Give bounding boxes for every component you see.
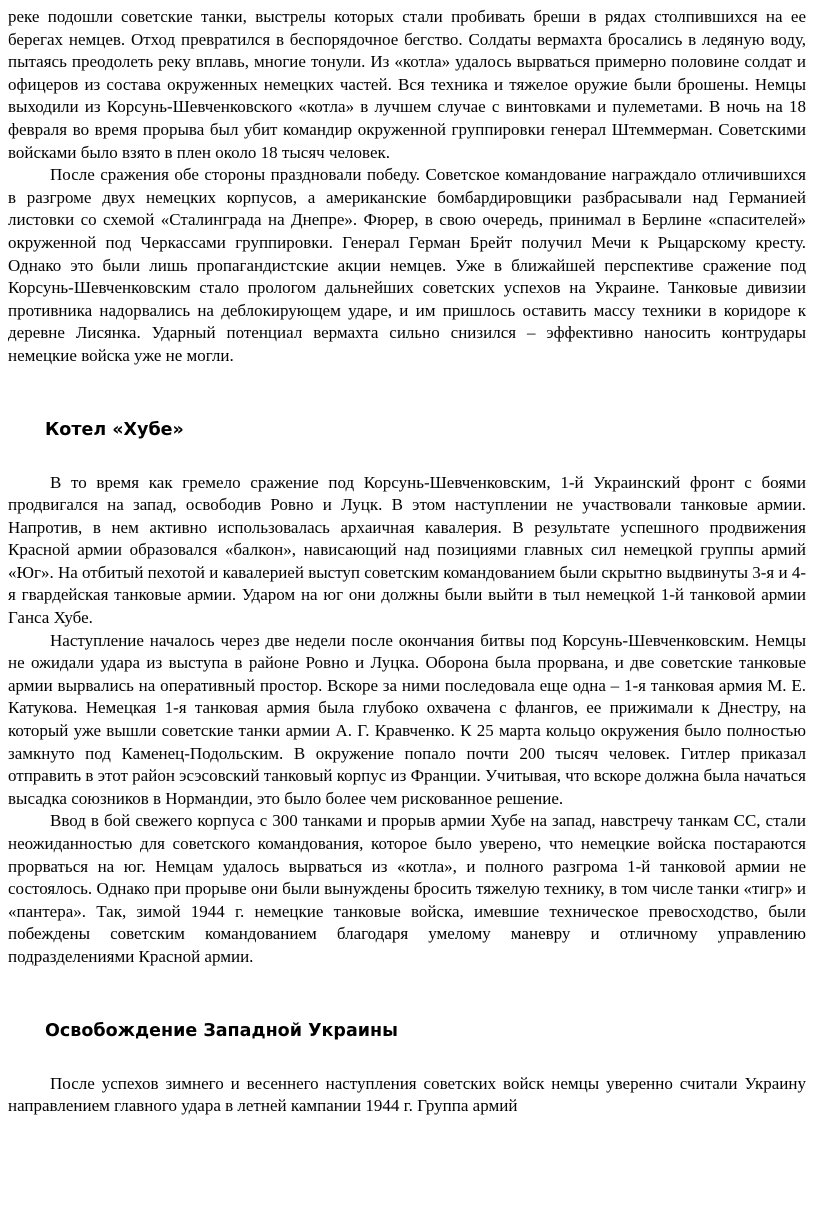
section-heading-western-ukraine: Освобождение Западной Украины [45, 1020, 398, 1041]
section-heading-khube-pocket: Котел «Хубе» [45, 419, 184, 440]
paragraph: В то время как гремело сражение под Корсунь-Шевченковским, 1-й Украинский фронт с боями продвигался на запад, освободив Ровно и Луцк. В этом наступлении не участвовали танковые армии. Напротив, в нем активно использовалась архаичная кавалерия. В результате успешного продвижения Красной армии образовался «балкон», нависающий над позициями главных сил немецкой группы армий «Юг». На отбитый пехотой и кавалерией выступ советским командованием были скрытно выдвинуты 3-я и 4-я гвардейская танковые армии. Ударом на юг они должны были выйти в тыл немецкой 1-й танковой армии Ганса Хубе. [8, 472, 806, 628]
spacer [8, 969, 806, 1019]
paragraph: Ввод в бой свежего корпуса с 300 танками и прорыв армии Хубе на запад, навстречу танкам СС, стали неожиданностью для советского командования, которое было уверено, что немецкие войска постараются прорваться на юг. Немцам удалось вырваться из «котла», и полного разгрома 1-й танковой армии не состоялось. Однако при прорыве они были вынуждены бросить тяжелую технику, в том числе танки «тигр» и «пантера». Так, зимой 1944 г. немецкие танковые войска, имевшие техническое превосходство, были побеждены советским командованием благодаря умелому маневру и отличному управлению подразделениями Красной армии. [8, 811, 806, 966]
spacer [8, 368, 806, 418]
document-body [8, 6, 806, 1118]
paragraph: Наступление началось через две недели после окончания битвы под Корсунь-Шевченковским. Немцы не ожидали удара из выступа в районе Ровно и Луцка. Оборона была прорвана, и две советские танковые армии вырвались на оперативный простор. Вскоре за ними последовала еще одна – 1-я танковая армия М. Е. Катукова. Немецкая 1-я танковая армия была глубоко охвачена с флангов, ее прижимали к Днестру, на который уже вышли советские танки армии А. Г. Кравченко. К 25 марта кольцо окружения было полностью замкнуто под Каменец-Подольским. В окружение попало почти 200 тысяч человек. Гитлер приказал отправить в этот район эсэсовский танковый корпус из Франции. Учитывая, что вскоре должна была начаться высадка союзников в Нормандии, это было более чем рискованное решение. [8, 630, 806, 808]
spacer [8, 442, 806, 472]
paragraph: После сражения обе стороны праздновали победу. Советское командование награждало отличившихся в разгроме двух немецких корпусов, а американские бомбардировщики разбрасывали над Германией листовки со схемой «Сталинграда на Днепре». Фюрер, в свою очередь, принимал в Берлине «спасителей» окруженной под Черкассами группировки. Генерал Герман Брейт получил Мечи к Рыцарскому кресту. Однако это были лишь пропагандистские акции немцев. Уже в ближайшей перспективе сражение под Корсунь-Шевченковским стало прологом дальнейших советских успехов на Украине. Танковые дивизии противника надорвались на деблокирующем ударе, и им пришлось оставить массу техники в коридоре к деревне Лисянка. Ударный потенциал вермахта сильно снизился – эффективно наносить контрудары немецкие войска уже не могли. [8, 165, 806, 365]
paragraph: После успехов зимнего и весеннего наступления советских войск немцы уверенно считали Украину направлением главного удара в летней кампании 1944 г. Группа армий [8, 1073, 806, 1116]
paragraph: реке подошли советские танки, выстрелы которых стали пробивать бреши в рядах столпившихся на ее берегах немцев. Отход превратился в беспорядочное бегство. Солдаты вермахта бросались в ледяную воду, пытаясь преодолеть реку вплавь, многие тонули. Из «котла» удалось вырваться примерно половине солдат и офицеров из состава окруженных немецких частей. Вся техника и тяжелое оружие были брошены. Немцы выходили из Корсунь-Шевченковского «котла» в лучшем случае с винтовками и пулеметами. В ночь на 18 февраля во время прорыва был убит командир окруженной группировки генерал Штеммерман. Советскими войсками было взято в плен около 18 тысяч человек. [8, 7, 806, 162]
spacer [8, 1043, 806, 1073]
